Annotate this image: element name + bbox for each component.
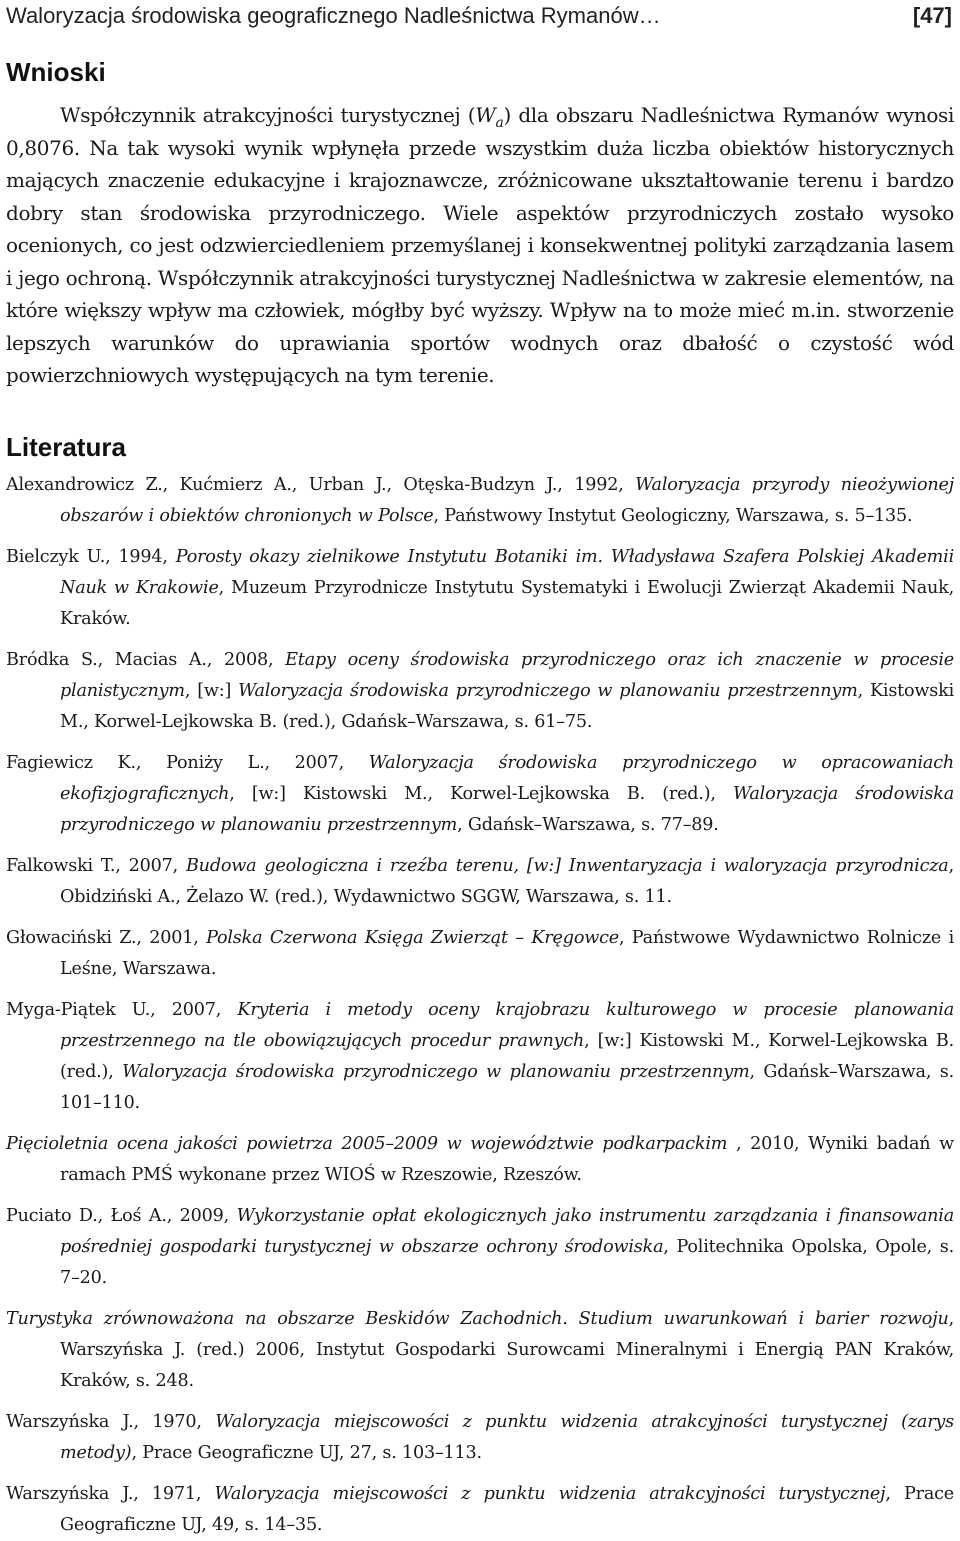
ref-details: , Państwowy Instytut Geologiczny, Warszawa, s. 5–135. xyxy=(433,505,913,526)
symbol-w: W xyxy=(475,103,496,127)
ref-book-title: Waloryzacja środowiska przyrodniczego w planowaniu przestrzennym xyxy=(60,783,954,835)
reference-item xyxy=(6,470,954,532)
ref-publisher: , Gdańsk–Warszawa, s. 77–89. xyxy=(457,814,719,835)
ref-details: , 2010, Wyniki badań w ramach PMŚ wykonane przez WIOŚ w Rzeszowie, Rzeszów. xyxy=(60,1133,954,1185)
reference-item xyxy=(6,851,954,913)
ref-details: , Prace Geograficzne UJ, 27, s. 103–113. xyxy=(131,1442,482,1463)
reference-item xyxy=(6,748,954,841)
conclusions-heading: Wnioski xyxy=(6,57,106,87)
ref-details: , Obidziński A., Żelazo W. (red.), Wydawnictwo SGGW, Warszawa, s. 11. xyxy=(60,855,954,907)
ref-title: Waloryzacja środowiska przyrodniczego w opracowaniach ekofizjograficznych xyxy=(60,752,954,804)
reference-item xyxy=(6,542,954,635)
conclusions-paragraph xyxy=(6,99,954,392)
reference-item xyxy=(6,645,954,738)
ref-title: Porosty okazy zielnikowe Instytutu Botaniki im. Władysława Szafera Polskiej Akademii Nauk w Krakowie xyxy=(60,546,955,598)
ref-details: , Politechnika Opolska, Opole, s. 7–20. xyxy=(60,1236,954,1288)
ref-authors: Myga-Piątek U., 2007, xyxy=(6,999,238,1020)
ref-authors: Alexandrowicz Z., Kućmierz A., Urban J., Otęska-Budzyn J., 1992, xyxy=(6,474,636,495)
ref-authors: Bródka S., Macias A., 2008, xyxy=(6,649,286,670)
page-number: [47] xyxy=(912,3,952,28)
reference-list xyxy=(6,470,954,1541)
ref-details: , [w:] Kistowski M., Korwel-Lejkowska B. (red.), xyxy=(229,783,734,804)
reference-item xyxy=(6,1201,954,1294)
ref-authors: Puciato D., Łoś A., 2009, xyxy=(6,1205,237,1226)
symbol-subscript-a: a xyxy=(495,115,504,131)
ref-publisher: , Gdańsk–Warszawa, s. 101–110. xyxy=(60,1061,954,1113)
ref-title: Polska Czerwona Księga Zwierząt – Kręgowce xyxy=(206,927,619,948)
ref-details: , Warszyńska J. (red.) 2006, Instytut Gospodarki Surowcami Mineralnymi i Energią PAN Kraków, Kraków, s. 248. xyxy=(60,1308,954,1391)
ref-details: , Prace Geograficzne UJ, 49, s. 14–35. xyxy=(60,1483,954,1535)
ref-title: Budowa geologiczna i rzeźba terenu, [w:] Inwentaryzacja i waloryzacja przyrodnicza xyxy=(185,855,949,876)
ref-authors: Warszyńska J., 1970, xyxy=(6,1411,216,1432)
reference-item xyxy=(6,1479,954,1541)
ref-authors: Fagiewicz K., Poniży L., 2007, xyxy=(6,752,369,773)
ref-title: Etapy oceny środowiska przyrodniczego oraz ich znaczenie w procesie planistycznym xyxy=(60,649,955,701)
reference-item xyxy=(6,995,954,1119)
ref-title: Waloryzacja miejscowości z punktu widzenia atrakcyjności turystycznej (zarys metody) xyxy=(60,1411,954,1463)
ref-title: Turystyka zrównoważona na obszarze Beskidów Zachodnich. Studium uwarunkowań i barier rozwoju xyxy=(6,1308,949,1329)
ref-title: Wykorzystanie opłat ekologicznych jako instrumentu zarządzania i finansowania pośredniej gospodarki turystycznej w obszarze ochrony środowiska xyxy=(60,1205,954,1257)
ref-authors: Bielczyk U., 1994, xyxy=(6,546,176,567)
ref-title: Kryteria i metody oceny krajobrazu kulturowego w procesie planowania przestrzennego na tle obowiązujących procedur prawnych xyxy=(60,999,954,1051)
ref-book-title: Waloryzacja środowiska przyrodniczego w planowaniu przestrzennym xyxy=(238,680,858,701)
ref-details: , [w:] xyxy=(184,680,239,701)
ref-details: , Państwowe Wydawnictwo Rolnicze i Leśne, Warszawa. xyxy=(60,927,954,979)
running-title: Waloryzacja środowiska geograficznego Nadleśnictwa Rymanów… xyxy=(6,3,661,28)
ref-title: Waloryzacja przyrody nieożywionej obszarów i obiektów chronionych w Polsce xyxy=(60,474,954,526)
ref-authors: Głowaciński Z., 2001, xyxy=(6,927,207,948)
conclusions-text-a: Współczynnik atrakcyjności turystycznej ( xyxy=(60,103,476,127)
reference-item xyxy=(6,923,954,985)
reference-item xyxy=(6,1304,954,1397)
reference-item xyxy=(6,1129,954,1191)
ref-authors: Warszyńska J., 1971, xyxy=(6,1483,215,1504)
reference-item xyxy=(6,1407,954,1469)
conclusions-text-b: ) dla obszaru Nadleśnictwa Rymanów wynosi 0,8076. Na tak wysoki wynik wpłynęła przede wszystkim duża liczba obiektów historycznych mających znaczenie edukacyjne i krajoznawcze, zróżnicowane ukształtowanie terenu i bardzo dobry stan środowiska przyrodniczego. Wiele aspektów przyrodniczych zostało wysoko ocenionych, co jest odzwierciedleniem przemyślanej i konsekwentnej polityki zarządzania lasem i jego ochroną. Współczynnik atrakcyjności turystycznej Nadleśnictwa w zakresie elementów, na które większy wpływ ma człowiek, mógłby być wyższy. Wpływ na to może mieć m.in. stworzenie lepszych warunków do uprawiania sportów wodnych oraz dbałość o czystość wód powierzchniowych występujących na tym terenie. xyxy=(6,103,955,387)
ref-publisher: , Kistowski M., Korwel-Lejkowska B. (red.), Gdańsk–Warszawa, s. 61–75. xyxy=(60,680,955,732)
ref-book-title: Waloryzacja środowiska przyrodniczego w planowaniu przestrzennym xyxy=(122,1061,750,1082)
ref-authors: Falkowski T., 2007, xyxy=(6,855,186,876)
ref-details: , Muzeum Przyrodnicze Instytutu Systematyki i Ewolucji Zwierząt Akademii Nauk, Kraków. xyxy=(60,577,955,629)
ref-title: Pięcioletnia ocena jakości powietrza 2005–2009 w województwie podkarpackim xyxy=(6,1133,728,1154)
ref-title: Waloryzacja miejscowości z punktu widzenia atrakcyjności turystycznej xyxy=(214,1483,886,1504)
ref-details: , [w:] Kistowski M., Korwel-Lejkowska B. (red.), xyxy=(60,1030,955,1082)
running-header xyxy=(6,0,954,41)
literature-heading: Literatura xyxy=(6,431,126,462)
